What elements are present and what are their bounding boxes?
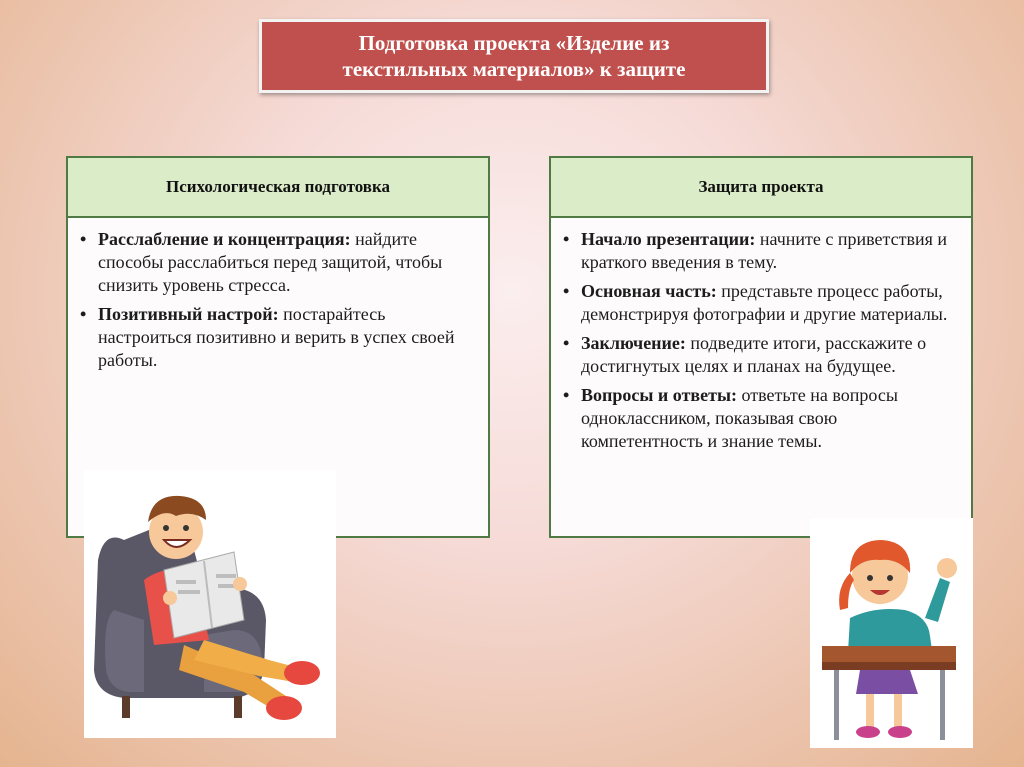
- bullet-marker: •: [563, 281, 570, 301]
- item-term: Вопросы и ответы:: [581, 385, 742, 405]
- bullet-marker: •: [563, 385, 570, 405]
- list-item: [559, 332, 959, 378]
- item-text: найдите способы расслабиться перед защитой, чтобы снизить уровень стресса.: [98, 229, 443, 295]
- list-item: [76, 228, 476, 297]
- panel-heading: Психологическая подготовка: [68, 158, 488, 218]
- list-item: [559, 384, 959, 453]
- item-term: Заключение:: [581, 333, 691, 353]
- girl-at-desk-illustration: [810, 518, 973, 748]
- bullet-marker: •: [80, 304, 87, 324]
- bullet-list: [76, 228, 476, 372]
- item-term: Расслабление и концентрация:: [98, 229, 356, 249]
- project-defense-panel: [549, 156, 973, 538]
- bullet-marker: •: [80, 229, 87, 249]
- girl-raising-hand-image: [810, 518, 973, 748]
- list-item: [559, 228, 959, 274]
- item-term: Позитивный настрой:: [98, 304, 284, 324]
- item-text: начните с приветствия и краткого введения в тему.: [581, 229, 948, 272]
- bullet-marker: •: [563, 229, 570, 249]
- slide-title-line-2: текстильных материалов» к защите: [342, 57, 686, 81]
- panel-heading: Защита проекта: [551, 158, 971, 218]
- list-item: [76, 303, 476, 372]
- item-text: представьте процесс работы, демонстрируя фотографии и другие материалы.: [581, 281, 948, 324]
- item-text: подведите итоги, расскажите о достигнутых целях и планах на будущее.: [581, 333, 927, 376]
- bullet-marker: •: [563, 333, 570, 353]
- item-text: ответьте на вопросы одноклассником, показывая свою компетентность и знание темы.: [581, 385, 898, 451]
- slide-title-line-1: Подготовка проекта «Изделие из: [358, 31, 670, 55]
- item-term: Начало презентации:: [581, 229, 760, 249]
- list-item: [559, 280, 959, 326]
- item-term: Основная часть:: [581, 281, 722, 301]
- boy-reading-illustration: [84, 470, 336, 738]
- slide-title: [259, 19, 769, 93]
- item-text: постарайтесь настроиться позитивно и верить в успех своей работы.: [98, 304, 455, 370]
- bullet-list: [559, 228, 959, 453]
- boy-in-armchair-image: [84, 470, 336, 738]
